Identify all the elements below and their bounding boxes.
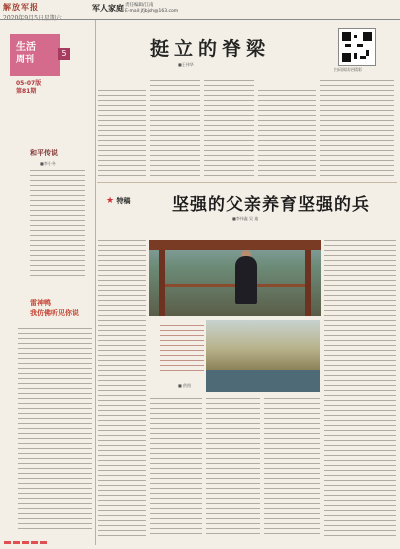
section-badge	[10, 34, 67, 76]
photo-caption-text	[160, 323, 204, 373]
masthead-date	[3, 13, 63, 22]
story1-title[interactable]: 和平传说	[30, 149, 58, 157]
pavilion-roof	[149, 240, 321, 250]
feature-tag-label: 特稿	[116, 197, 131, 205]
contact-editor: 责任编辑/江南	[125, 3, 154, 8]
photo-credit: ■ 供图	[178, 383, 192, 388]
issue-label: 第81期	[16, 88, 37, 95]
pavilion-pillar-right	[305, 250, 311, 316]
badge-subtitle: 周刊	[16, 55, 35, 65]
feature-author: ■李伟鑫 吴 迪	[232, 216, 259, 221]
star-icon: ★	[106, 196, 115, 206]
qr-caption: 扫码阅读更精彩	[334, 67, 362, 72]
section-title: 军人家庭	[92, 4, 124, 13]
footer-mark	[40, 541, 47, 544]
top-col3	[204, 78, 254, 178]
feature-tag	[106, 196, 131, 206]
photo-caption	[160, 323, 204, 373]
feature-photo-main	[149, 240, 321, 316]
headline-byline: ■王伟华	[178, 62, 194, 67]
top-col5	[320, 78, 394, 178]
page-headline: 挺立的脊梁	[150, 38, 271, 60]
story2-title[interactable]	[30, 298, 79, 318]
column-divider	[95, 20, 96, 545]
story2-title-line2: 我仿佛听见你说	[30, 309, 79, 317]
masthead-logo: 解放军报	[3, 2, 39, 12]
feature-col1	[98, 238, 146, 538]
person-figure	[235, 256, 257, 304]
top-col2	[150, 78, 200, 178]
badge-title: 生活	[16, 42, 36, 53]
story1-author: ■李小冬	[40, 161, 56, 166]
story2-title-line1: 雷神鸭	[30, 299, 51, 307]
footer-mark	[22, 541, 29, 544]
feature-col2	[150, 396, 202, 538]
feature-headline: 坚强的父亲养育坚强的兵	[172, 195, 370, 215]
feature-photo-landscape	[206, 320, 320, 392]
feature-divider	[97, 182, 397, 183]
qr-code[interactable]	[338, 28, 376, 66]
story2-text	[18, 326, 92, 531]
contact-info	[125, 3, 178, 15]
edition-label: 05-07版	[16, 80, 42, 87]
contact-email: E-mail:jfjbjsh@163.com	[125, 9, 179, 14]
footer-mark	[4, 541, 11, 544]
footer-mark	[31, 541, 38, 544]
qr-code-icon	[339, 29, 375, 65]
footer-mark	[13, 541, 20, 544]
header-rule	[0, 19, 400, 20]
top-col1	[98, 88, 146, 178]
story1-text	[30, 168, 85, 280]
edition-info	[16, 80, 41, 96]
top-col4	[258, 88, 316, 178]
footer-decoration	[4, 541, 47, 544]
pavilion-pillar-left	[159, 250, 165, 316]
feature-col4	[264, 396, 320, 538]
feature-col3	[206, 396, 260, 538]
badge-number: 5	[58, 48, 70, 60]
river	[206, 370, 320, 392]
feature-col-right	[324, 238, 396, 538]
